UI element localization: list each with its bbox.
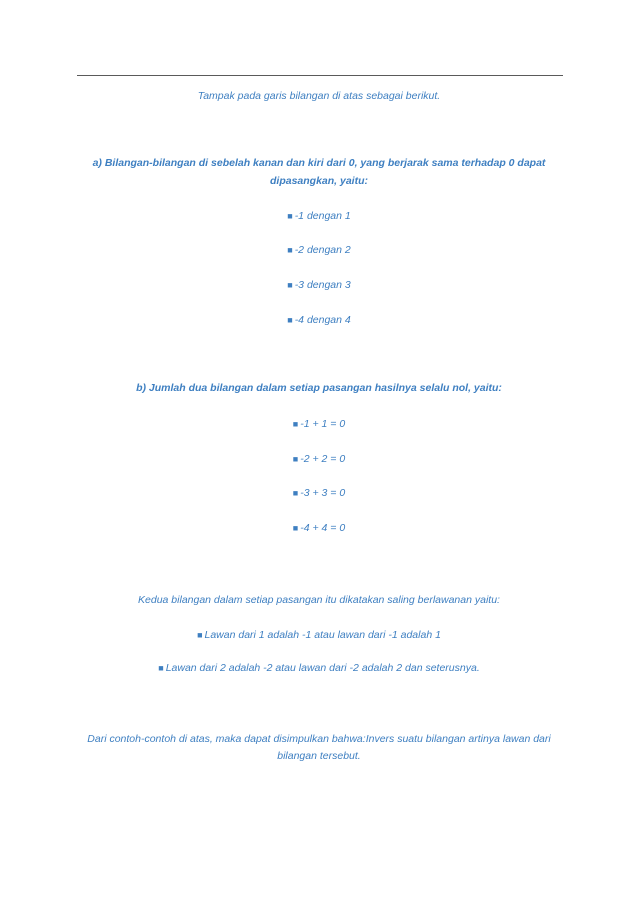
section-b-item bbox=[60, 416, 578, 433]
section-c-item-text: Lawan dari 2 adalah -2 atau lawan dari -2 adalah 2 dan seterusnya. bbox=[165, 662, 480, 674]
section-c-intro: Kedua bilangan dalam setiap pasangan itu dikatakan saling berlawanan yaitu: bbox=[138, 594, 500, 606]
section-c-item-text: Lawan dari 1 adalah -1 atau lawan dari -1 adalah 1 bbox=[204, 629, 441, 641]
section-c-item bbox=[60, 660, 578, 677]
bullet-icon: ■ bbox=[287, 280, 293, 290]
bullet-icon: ■ bbox=[197, 630, 203, 640]
section-b-item-text: -1 + 1 = 0 bbox=[300, 418, 346, 430]
section-b-item-text: -2 + 2 = 0 bbox=[300, 453, 346, 465]
section-a-item bbox=[60, 242, 578, 259]
bullet-icon: ■ bbox=[292, 523, 299, 533]
bullet-icon: ■ bbox=[292, 419, 299, 429]
section-a-heading-line1: a) Bilangan-bilangan di sebelah kanan dan kiri dari 0, yang berjarak sama terhadap 0 dapat bbox=[92, 157, 546, 169]
section-a-item bbox=[60, 277, 578, 294]
section-a-item-text: -2 dengan 2 bbox=[294, 244, 351, 256]
section-b-item bbox=[60, 520, 578, 537]
bullet-icon: ■ bbox=[287, 211, 293, 221]
section-a-item bbox=[60, 208, 578, 225]
section-a-item-text: -1 dengan 1 bbox=[294, 210, 351, 222]
section-b-item-text: -3 + 3 = 0 bbox=[300, 487, 346, 499]
intro-text: Tampak pada garis bilangan di atas sebagai berikut. bbox=[197, 90, 441, 102]
conclusion-line2: bilangan tersebut. bbox=[277, 750, 361, 762]
section-c-item bbox=[60, 627, 578, 644]
bullet-icon: ■ bbox=[292, 454, 299, 464]
section-b-item-text: -4 + 4 = 0 bbox=[300, 522, 346, 534]
section-b-item bbox=[60, 451, 578, 468]
bullet-icon: ■ bbox=[287, 315, 293, 325]
horizontal-rule bbox=[77, 75, 563, 76]
bullet-icon: ■ bbox=[158, 663, 164, 673]
section-b-item bbox=[60, 485, 578, 502]
conclusion-line1: Dari contoh-contoh di atas, maka dapat disimpulkan bahwa:Invers suatu bilangan artinya lawan dari bbox=[87, 733, 551, 745]
bullet-icon: ■ bbox=[292, 488, 299, 498]
section-a-item bbox=[60, 312, 578, 329]
section-a-item-text: -3 dengan 3 bbox=[294, 279, 351, 291]
bullet-icon: ■ bbox=[287, 245, 293, 255]
section-a-heading-line2: dipasangkan, yaitu: bbox=[269, 175, 369, 187]
section-a-item-text: -4 dengan 4 bbox=[294, 314, 351, 326]
section-b-heading: b) Jumlah dua bilangan dalam setiap pasangan hasilnya selalu nol, yaitu: bbox=[136, 382, 502, 394]
